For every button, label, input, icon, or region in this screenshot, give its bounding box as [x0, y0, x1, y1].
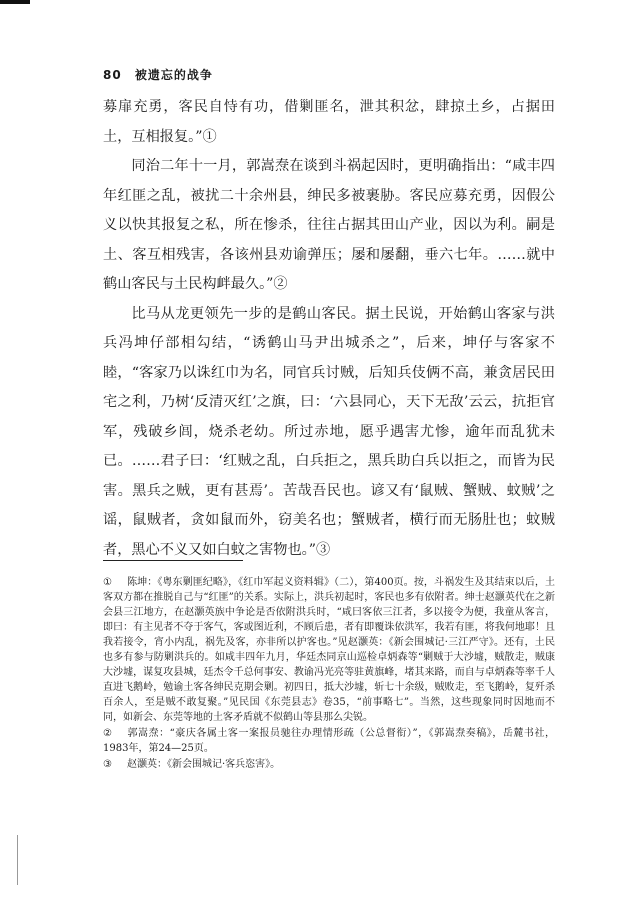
- page-number: 80: [103, 68, 122, 82]
- footnotes: [103, 575, 555, 773]
- paragraph-1: 募扉充勇，客民自恃有功，借剿匪名，泄其积忿，肆掠土乡，占据田土，互相报复。”①: [103, 99, 555, 145]
- footnote-mark: ③: [103, 759, 112, 770]
- footnote-3: [103, 757, 555, 772]
- footnote-1: [103, 575, 555, 725]
- running-header: [103, 66, 213, 83]
- main-text: [103, 93, 555, 565]
- footnote-divider: [103, 560, 243, 561]
- footnote-text: 赵灏英：《新会围城记·客兵恣害》。: [127, 759, 281, 770]
- footnote-mark: ①: [103, 577, 112, 588]
- scan-margin-line: [17, 835, 18, 885]
- book-title: 被遗忘的战争: [134, 68, 213, 82]
- footnote-2: [103, 726, 555, 756]
- paragraph-2: 同治二年十一月，郭嵩焘在谈到斗祸起因时，更明确指出：“咸丰四年红匪之乱，被扰二十余州县，绅民多被裹胁。客民应募充勇，因假公义以快其报复之私，所在惨杀，往往占据其田山产业，因以为利。嗣是土、客互相残害，各该州县劝谕弹压；屡和屡翻，垂六七年。……就中鹤山客民与土民构衅最久。”②: [103, 158, 555, 292]
- footnote-mark: ②: [103, 728, 112, 739]
- footnote-text: 陈坤：《粤东剿匪纪略》，《红巾军起义资料辑》（二），第400页。按，斗祸发生及其结束以后，土客双方都在推脱自己与“红匪”的关系。实际上，洪兵初起时，客民也多有依附者。绅士赵灏英代在之新会县三江地方，在赵灏英族中争论是否依附洪兵时，“咸曰客依三江者，多以接令为便，我童从客言，即曰：有主见者不夺于客气，客或图近利，不顾后患，者有即覆诛依洪军，我若有匪，将我何地耶！且我若接令，宵小内乱，祸先及客，亦非所以护客也。”见赵灏英：《新会围城记·三江严守》。还有，土民也多有参与防剿洪兵的。如咸丰四年九月，华廷杰同京山巡检卓炳森等“剿贼于大沙墟，贼散走，贼康大沙墟，谋复攻县城，廷杰令千总何事安、教谕冯光亮等驻黄旗峰，堵其来路，而自与卓炳森等率千人直进飞鹅岭，勉谕土客各绅民克期会剿。初四日，抵大沙墟，斩七十余级，贼败走，至飞鹅岭，复歼杀百余人，至是贼不敢复聚。”见民国《东莞县志》卷35，“前事略七”。当然，这些现象同时因地而不同，如新会、东莞等地的土客矛盾就不似鹤山等县那么尖锐。: [103, 577, 555, 723]
- footnote-text: 郭嵩焘：“豪庆各属土客一案报员驰往办理情形疏（公总督衔）”，《郭嵩焘奏稿》，岳麓书社，1983年，第24—25页。: [103, 728, 555, 754]
- top-edge-mark: [0, 0, 30, 4]
- paragraph-3: 比马从龙更领先一步的是鹤山客民。据土民说，开始鹤山客家与洪兵冯坤仔部相勾结，“诱鹤山马尹出城杀之”，后来，坤仔与客家不睦，“客家乃以诛红巾为名，同官兵讨贼，后知兵伎俩不高，兼贪居民田宅之利，乃树‘反清灭红’之旗，曰：‘六县同心，天下无敌’云云，抗拒官军，残破乡闾，烧杀老幼。所过赤地，愿乎遇害尤惨，逾年而乱犹未已。……君子曰：‘红贼之乱，白兵拒之，黑兵助白兵以拒之，而皆为民害。黑兵之贼，更有甚焉’。苦哉吾民也。谚又有‘鼠贼、蟹贼、蚊贼’之谣，鼠贼者，贪如鼠而外，窃美名也；蟹贼者，横行而无肠肚也；蚊贼者，黑心不义又如白蚊之害物也。”③: [103, 305, 555, 558]
